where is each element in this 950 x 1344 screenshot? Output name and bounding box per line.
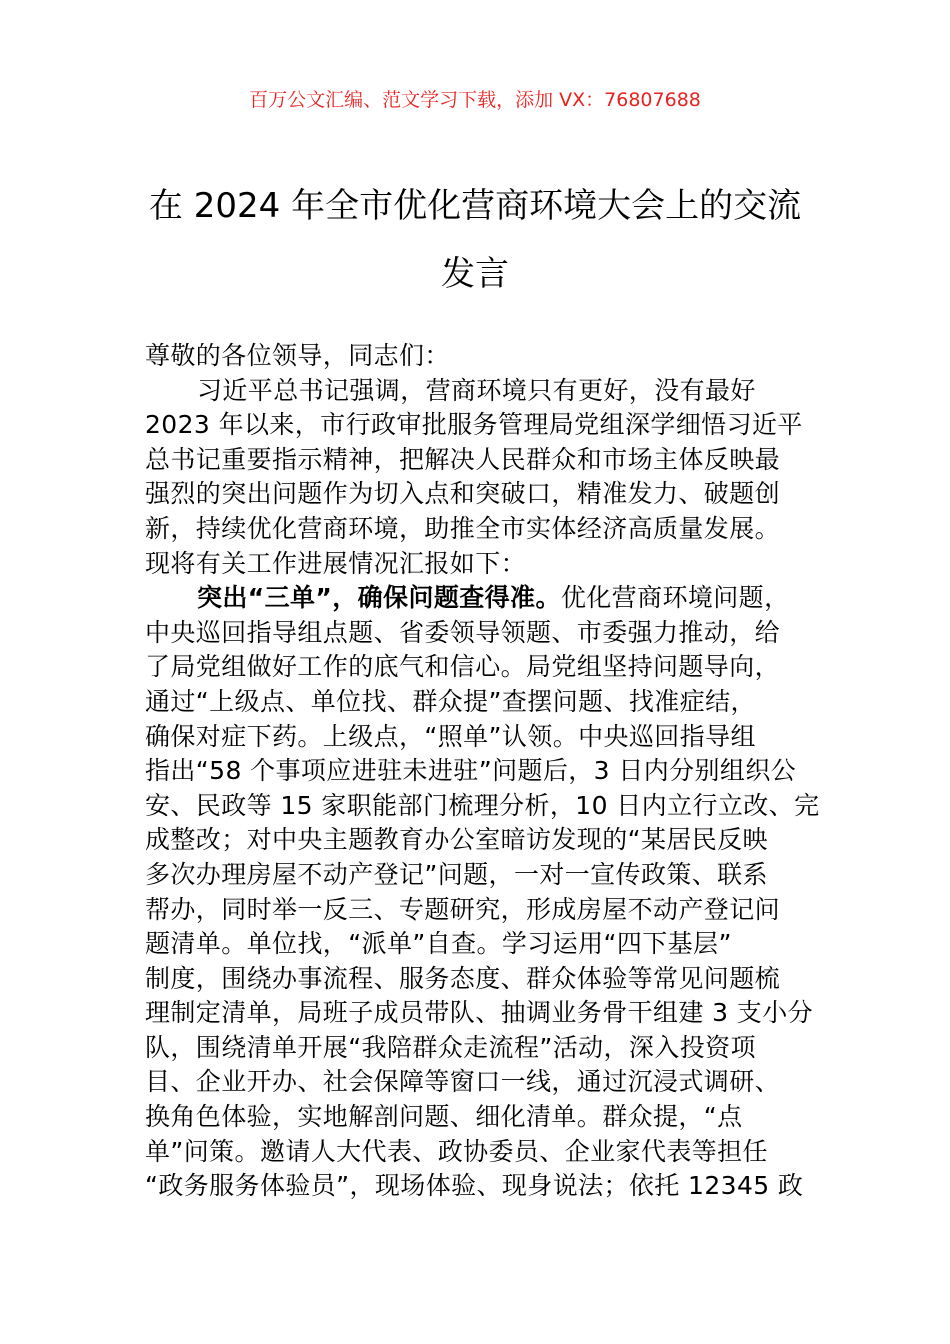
page-title-line1: 在 2024 年全市优化营商环境大会上的交流 bbox=[148, 186, 802, 226]
paragraph-line: 制度，围绕办事流程、服务态度、群众体验等常见问题梳 bbox=[145, 963, 781, 993]
paragraph-line: 题清单。单位找，“派单”自查。学习运用“四下基层” bbox=[145, 929, 732, 959]
paragraph-line: 队，围绕清单开展“我陪群众走流程”活动，深入投资项 bbox=[145, 1032, 756, 1062]
paragraph-line: 新，持续优化营商环境，助推全市实体经济高质量发展。 bbox=[145, 513, 781, 543]
paragraph-line: 安、民政等 15 家职能部门梳理分析，10 日内立行立改、完 bbox=[145, 790, 820, 820]
paragraph-line: 目、企业开办、社会保障等窗口一线，通过沉浸式调研、 bbox=[145, 1067, 781, 1097]
document-body bbox=[145, 339, 835, 1204]
paragraph-line: 了局党组做好工作的底气和信心。局党组坚持问题导向， bbox=[145, 652, 781, 682]
paragraph-line: 总书记重要指示精神，把解决人民群众和市场主体反映最 bbox=[145, 444, 781, 474]
paragraph-text: 优化营商环境问题， bbox=[560, 583, 790, 613]
paragraph-line: 确保对症下药。上级点，“照单”认领。中央巡回指导组 bbox=[145, 721, 756, 751]
paragraph-line: 通过“上级点、单位找、群众提”查摆问题、找准症结， bbox=[145, 686, 756, 716]
paragraph-line: 2023 年以来，市行政审批服务管理局党组深学细悟习近平 bbox=[145, 410, 803, 440]
paragraph-line: 帮办，同时举一反三、专题研究，形成房屋不动产登记问 bbox=[145, 894, 781, 924]
page-title-line2: 发言 bbox=[441, 254, 509, 294]
paragraph-line bbox=[145, 581, 835, 616]
paragraph-line: 中央巡回指导组点题、省委领导领题、市委强力推动，给 bbox=[145, 617, 781, 647]
paragraph-line: “政务服务体验员”，现场体验、现身说法；依托 12345 政 bbox=[145, 1171, 804, 1201]
paragraph-line: 习近平总书记强调，营商环境只有更好，没有最好 bbox=[197, 375, 756, 405]
paragraph-line: 现将有关工作进展情况汇报如下： bbox=[145, 548, 527, 578]
greeting: 尊敬的各位领导，同志们： bbox=[145, 341, 450, 370]
paragraph-line: 换角色体验，实地解剖问题、细化清单。群众提，“点 bbox=[145, 1102, 743, 1132]
paragraph-line: 理制定清单，局班子成员带队、抽调业务骨干组建 3 支小分 bbox=[145, 998, 814, 1028]
paragraph-line: 强烈的突出问题作为切入点和突破口，精准发力、破题创 bbox=[145, 479, 781, 509]
header-note: 百万公文汇编、范文学习下载，添加 VX：76807688 bbox=[249, 89, 701, 111]
paragraph-line: 指出“58 个事项应进驻未进驻”问题后，3 日内分别组织公 bbox=[145, 756, 797, 786]
paragraph-line: 多次办理房屋不动产登记”问题，一对一宣传政策、联系 bbox=[145, 859, 768, 889]
paragraph-line: 单”问策。邀请人大代表、政协委员、企业家代表等担任 bbox=[145, 1136, 768, 1166]
paragraph-line: 成整改；对中央主题教育办公室暗访发现的“某居民反映 bbox=[145, 825, 768, 855]
section-heading: 突出“三单”，确保问题查得准。 bbox=[197, 583, 561, 613]
